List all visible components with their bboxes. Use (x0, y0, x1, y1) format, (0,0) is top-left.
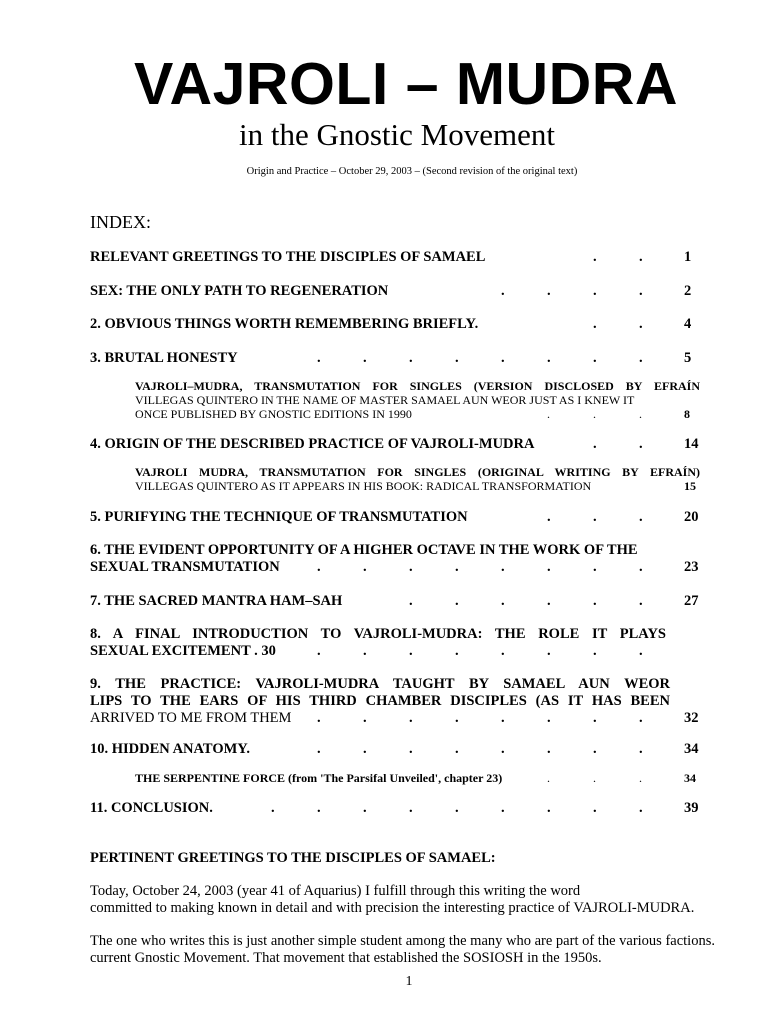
toc-entry-title: 5. PURIFYING THE TECHNIQUE OF TRANSMUTATION (90, 509, 468, 525)
toc-entry-title: SEX: THE ONLY PATH TO REGENERATION (90, 283, 389, 299)
toc-entry-page: 2 (684, 283, 692, 299)
toc-entry-title: 9. THE PRACTICE: VAJROLI-MUDRA TAUGHT BY SAMAEL AUN WEOR (90, 676, 670, 692)
toc-subentry-page: 34 (684, 771, 696, 785)
toc-subentry-page: 15 (684, 479, 696, 493)
toc-subentry-line: ONCE PUBLISHED BY GNOSTIC EDITIONS IN 1990 (135, 407, 412, 421)
page-number: 1 (405, 974, 413, 989)
document-subtitle: in the Gnostic Movement (239, 117, 555, 152)
toc-leader-dots: . . (593, 249, 643, 265)
toc-subentry-line: VAJROLI MUDRA, TRANSMUTATION FOR SINGLES (ORIGINAL WRITING BY EFRAÍN) (135, 465, 700, 479)
toc-entry-title: RELEVANT GREETINGS TO THE DISCIPLES OF SAMAEL (90, 249, 486, 265)
toc-entry-page: 39 (684, 800, 699, 816)
toc-entry-page: 27 (684, 593, 699, 609)
section-heading: PERTINENT GREETINGS TO THE DISCIPLES OF SAMAEL: (90, 850, 496, 866)
toc-entry (90, 741, 700, 758)
toc-leader-dots: . . . . . . . . (317, 559, 643, 575)
toc-leader-dots: . . . . . . . . (317, 350, 643, 366)
toc-leader-dots: . . (593, 436, 643, 452)
toc-entry-title: 4. ORIGIN OF THE DESCRIBED PRACTICE OF VAJROLI-MUDRA (90, 436, 535, 452)
toc-subentry-title: THE SERPENTINE FORCE (from 'The Parsifal Unveiled', chapter 23) (135, 771, 503, 785)
paragraph-line: Today, October 24, 2003 (year 41 of Aquarius) I fulfill through this writing the word (90, 883, 581, 899)
paragraph-line: The one who writes this is just another simple student among the many who are part of the various factions. (90, 933, 715, 949)
toc-entry-page: 4 (684, 316, 692, 332)
toc-subentry-line: VILLEGAS QUINTERO IN THE NAME OF MASTER SAMAEL AUN WEOR JUST AS I KNEW IT (135, 393, 635, 407)
toc-entry-title: LIPS TO THE EARS OF HIS THIRD CHAMBER DISCIPLES (AS IT HAS BEEN (90, 693, 670, 709)
toc-entry-title: 3. BRUTAL HONESTY (90, 350, 238, 366)
toc-leader-dots: . . (593, 316, 643, 332)
origin-line: Origin and Practice – October 29, 2003 – (Second revision of the original text) (246, 166, 578, 177)
toc-entry-page: 14 (684, 436, 699, 452)
toc-entry-title: SEXUAL TRANSMUTATION (90, 559, 280, 575)
toc-subentry-line: VILLEGAS QUINTERO AS IT APPEARS IN HIS BOOK: RADICAL TRANSFORMATION (135, 479, 592, 493)
toc-subentry-line: VAJROLI–MUDRA, TRANSMUTATION FOR SINGLES (VERSION DISCLOSED BY EFRAÍN (135, 379, 700, 393)
toc-entry-title: 7. THE SACRED MANTRA HAM–SAH (90, 593, 343, 609)
toc-entry (90, 509, 700, 526)
toc-entry (90, 316, 700, 333)
toc-entry-title: 10. HIDDEN ANATOMY. (90, 741, 251, 757)
toc-entry-title: 2. OBVIOUS THINGS WORTH REMEMBERING BRIEFLY. (90, 316, 479, 332)
toc-entry (90, 249, 700, 266)
toc-entry (90, 800, 700, 817)
toc-subentry (135, 771, 700, 785)
toc-entry-page: 5 (684, 350, 692, 366)
document-title: VAJROLI – MUDRA (133, 51, 678, 117)
body-paragraph (90, 933, 760, 967)
body-paragraph (90, 883, 760, 917)
toc-entry-title: 8. A FINAL INTRODUCTION TO VAJROLI-MUDRA: THE ROLE IT PLAYS (90, 626, 666, 642)
toc-entry-title: ARRIVED TO ME FROM THEM (90, 710, 292, 726)
toc-subentry (135, 465, 700, 493)
toc-leader-dots: . . . (547, 509, 643, 525)
toc-entry (90, 593, 700, 610)
toc-leader-dots: . . . . . . . . (317, 710, 643, 726)
toc-entry-page: 1 (684, 249, 692, 265)
toc-entry (90, 283, 700, 300)
index-heading: INDEX: (90, 212, 151, 232)
toc-entry (90, 436, 700, 453)
toc-leader-dots: . . . . . . . . (317, 643, 643, 659)
toc-leader-dots: . . . . . . (409, 593, 643, 609)
toc-entry-title: 6. THE EVIDENT OPPORTUNITY OF A HIGHER OCTAVE IN THE WORK OF THE (90, 542, 638, 558)
toc-leader-dots: . . . . . . . . . (271, 800, 643, 816)
paragraph-line: current Gnostic Movement. That movement that established the SOSIOSH in the 1950s. (90, 950, 602, 966)
toc-entry-page: 32 (684, 710, 699, 726)
toc-entry-page: 34 (684, 741, 699, 757)
toc-entry (90, 542, 700, 576)
toc-entry-title: SEXUAL EXCITEMENT . 30 (90, 643, 276, 659)
toc-entry (90, 676, 700, 727)
toc-subentry-page: 8 (684, 407, 690, 421)
toc-entry (90, 350, 700, 367)
toc-subentry (135, 379, 700, 421)
toc-entry-title: 11. CONCLUSION. (90, 800, 213, 816)
paragraph-line: committed to making known in detail and with precision the interesting practice of VAJROLI-MUDRA. (90, 900, 695, 916)
toc-leader-dots: . . . . . . . . (317, 741, 643, 757)
toc-entry-page: 20 (684, 509, 699, 525)
toc-entry (90, 626, 666, 660)
toc-leader-dots: . . . (547, 407, 642, 421)
toc-leader-dots: . . . . (501, 283, 643, 299)
toc-leader-dots: . . . (547, 771, 642, 785)
toc-entry-page: 23 (684, 559, 699, 575)
